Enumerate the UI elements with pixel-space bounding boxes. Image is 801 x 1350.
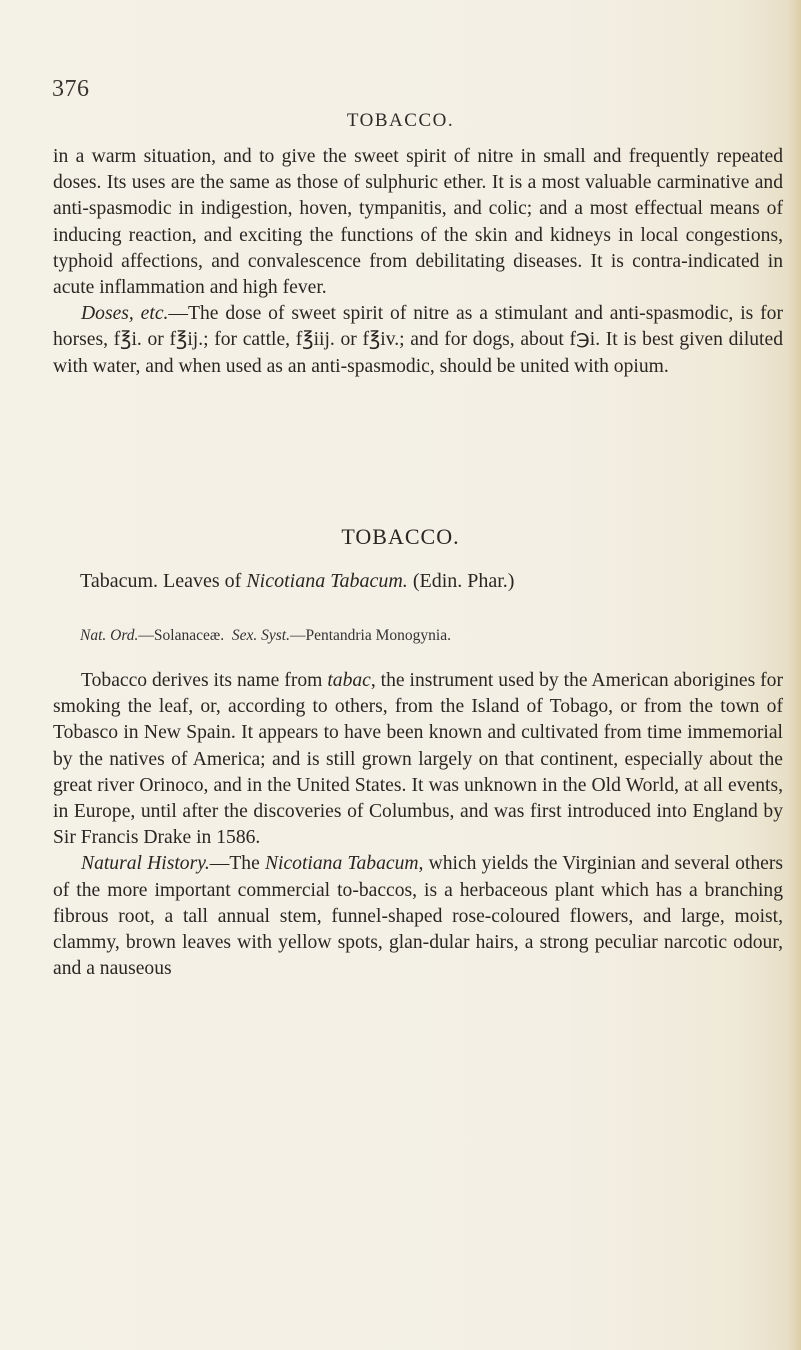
doses-label: Doses, etc.: [81, 303, 169, 325]
classification-line: [80, 626, 780, 646]
etymology-post: , the instrument used by the American aborigines for smoking the leaf, or, according to others, from the Island of Tobago, or from the town of Tobasco in New Spain. It appears to have been known and cultivated from time immemorial by the natives of America; and is still grown largely on that continent, especially about the great river Orinoco, and in the United States. It was unknown in the Old World, at all events, in Europe, until after the discoveries of Columbus, and was first introduced into England by Sir Francis Drake in 1586.: [53, 670, 783, 849]
sex-syst-value: —Pentandria Monogynia.: [289, 627, 451, 644]
running-head: TOBACCO.: [346, 110, 455, 131]
nat-ord-value: —Solanaceæ.: [138, 627, 225, 644]
tobacco-text-block: [53, 668, 783, 982]
natural-history-paragraph: [53, 851, 783, 982]
continued-text-block: [53, 144, 783, 380]
natural-history-species: Nicotiana Tabacum: [264, 853, 419, 875]
sex-syst-label: Sex. Syst.: [231, 627, 290, 644]
continued-paragraph: in a warm situation, and to give the sweet spirit of nitre in small and frequently repeated doses. Its uses are the same as those of sulphuric ether. It is a most valuable carminative and anti-spasmodic in indigestion, hoven, tympanitis, and colic; and a most effectual means of inducing reaction, and exciting the functions of the skin and kidneys in local congestions, typhoid affections, and convalescence from debilitating diseases. It is contra-indicated in acute inflammation and high fever.: [53, 146, 783, 299]
etymology-pre: Tobacco derives its name from: [81, 670, 328, 691]
etymology-term: tabac: [327, 670, 371, 691]
natural-history-text: , which yields the Virginian and several others of the more important commercial to-baccos, is a herbaceous plant which has a branching fibrous root, a tall annual stem, funnel-shaped rose-coloured flowers, and large, moist, clammy, brown leaves with yellow spots, glan-dular hairs, a strong peculiar narcotic odour, and a nauseous: [53, 853, 783, 980]
nat-ord-label: Nat. Ord.: [80, 627, 139, 644]
natural-history-dash: —The: [209, 853, 265, 875]
page-edge-shadow: [787, 0, 801, 1350]
synonym-line: [80, 568, 780, 594]
section-title-tobacco: TOBACCO.: [341, 524, 460, 549]
page-number: 376: [52, 76, 90, 102]
doses-text: —The dose of sweet spirit of nitre as a stimulant and anti-spasmodic, is for horses, f℥i. or f℥ij.; for cattle, f℥iij. or f℥iv.; and for dogs, about f℈i. It is best given diluted with water, and when used as an anti-spasmodic, should be united with opium.: [53, 303, 783, 377]
etymology-paragraph: [53, 668, 783, 851]
synonym-suffix: (Edin. Phar.): [407, 570, 515, 592]
doses-paragraph: [53, 301, 783, 380]
synonym-prefix: Tabacum. Leaves of: [80, 570, 247, 592]
natural-history-label: Natural History.: [81, 853, 210, 875]
synonym-species: Nicotiana Tabacum.: [246, 570, 408, 592]
